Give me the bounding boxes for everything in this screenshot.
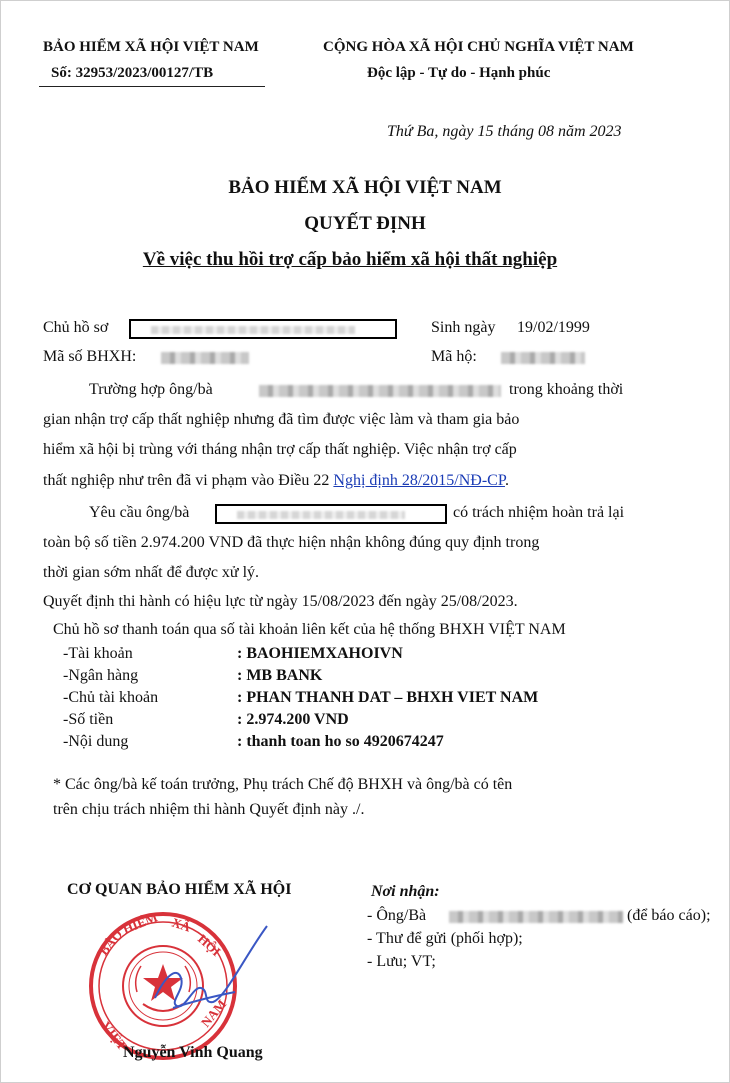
payment-row-value: : 2.974.200 VND: [237, 711, 349, 728]
recipient-name-blurred: [449, 911, 623, 923]
agency-name: CƠ QUAN BẢO HIỂM XÃ HỘI: [67, 881, 292, 898]
payment-row-label: -Chủ tài khoản: [63, 689, 159, 706]
payment-row-value: : MB BANK: [237, 667, 323, 684]
payment-row-value: : BAOHIEMXAHOIVN: [237, 645, 403, 662]
recipient-item-2: - Thư để gửi (phối hợp);: [367, 930, 523, 947]
note-line2: trên chịu trách nhiệm thi hành Quyết định này ./.: [53, 801, 365, 818]
svg-text:NAM: NAM: [197, 996, 230, 1030]
recipients-title: Nơi nhận:: [371, 883, 440, 900]
svg-text:VIỆT: VIỆT: [98, 1018, 131, 1053]
title-org: BẢO HIỂM XÃ HỘI VIỆT NAM: [228, 177, 502, 198]
official-seal-icon: [85, 906, 275, 1066]
doc-number-underline: [39, 86, 265, 87]
issue-date: Thứ Ba, ngày 15 tháng 08 năm 2023: [387, 123, 622, 140]
document-number: Số: 32953/2023/00127/TB: [51, 65, 214, 81]
household-label: Mã hộ:: [431, 348, 477, 365]
signer-name: Nguyễn Vinh Quang: [123, 1044, 263, 1061]
dob-value: 19/02/1999: [517, 319, 590, 336]
para1-end: trong khoảng thời: [509, 381, 624, 398]
payment-row-label: -Nội dung: [63, 733, 129, 750]
payment-row-label: -Tài khoản: [63, 645, 133, 662]
payment-intro: Chủ hồ sơ thanh toán qua số tài khoản liên kết của hệ thống BHXH VIỆT NAM: [53, 621, 566, 638]
para1-name-blurred: [259, 385, 501, 397]
recipient-item-3: - Lưu; VT;: [367, 953, 436, 970]
para2-start: Yêu cầu ông/bà: [89, 504, 190, 521]
effective-period: Quyết định thi hành có hiệu lực từ ngày 15/08/2023 đến ngày 25/08/2023.: [43, 593, 518, 610]
holder-label: Chủ hồ sơ: [43, 319, 109, 336]
svg-text:HIỂM: HIỂM: [120, 909, 160, 937]
recipient-item-1-start: - Ông/Bà: [367, 907, 427, 924]
payment-row-value: : thanh toan ho so 4920674247: [237, 733, 444, 750]
bhxh-label: Mã số BHXH:: [43, 348, 137, 365]
para2-line2: toàn bộ số tiền 2.974.200 VND đã thực hiện nhận không đúng quy định trong: [43, 534, 540, 551]
payment-row-label: -Ngân hàng: [63, 667, 139, 684]
para1-line4: [43, 472, 509, 490]
title-decision: QUYẾT ĐỊNH: [304, 213, 426, 234]
para1-line2: gian nhận trợ cấp thất nghiệp nhưng đã tìm được việc làm và tham gia bảo: [43, 411, 520, 428]
payment-row-label: -Số tiền: [63, 711, 114, 728]
payment-row-value: : PHAN THANH DAT – BHXH VIET NAM: [237, 689, 539, 706]
para2-line3: thời gian sớm nhất để được xử lý.: [43, 564, 260, 581]
para2-name-redacted: [215, 504, 447, 524]
national-motto: Độc lập - Tự do - Hạnh phúc: [367, 65, 551, 81]
note-line1: * Các ông/bà kế toán trưởng, Phụ trách Chế độ BHXH và ông/bà có tên: [53, 776, 513, 793]
para1-line3: hiểm xã hội bị trùng với tháng nhận trợ cấp thất nghiệp. Việc nhận trợ cấp: [43, 441, 517, 458]
svg-text:HỘI: HỘI: [194, 931, 224, 960]
holder-name-redacted: [129, 319, 397, 339]
svg-text:XÃ: XÃ: [170, 914, 193, 935]
para1-line4-end: .: [504, 472, 509, 489]
bhxh-number-blurred: [161, 352, 249, 364]
title-subject: Về việc thu hồi trợ cấp bảo hiểm xã hội thất nghiệp: [142, 249, 558, 270]
recipient-item-1-end: (để báo cáo);: [627, 907, 711, 924]
org-name-left: BẢO HIỂM XÃ HỘI VIỆT NAM: [43, 39, 259, 55]
dob-label: Sinh ngày: [431, 319, 496, 336]
para1-start: Trường hợp ông/bà: [89, 381, 213, 398]
household-number-blurred: [501, 352, 585, 364]
para1-line4-start: thất nghiệp như trên đã vi phạm vào Điều 22: [43, 472, 330, 489]
country-name: CỘNG HÒA XÃ HỘI CHỦ NGHĨA VIỆT NAM: [323, 39, 634, 55]
svg-text:BẢO: BẢO: [95, 926, 126, 958]
decree-link[interactable]: Nghị định 28/2015/NĐ-CP: [333, 472, 505, 489]
para2-end: có trách nhiệm hoàn trả lại: [453, 504, 625, 521]
